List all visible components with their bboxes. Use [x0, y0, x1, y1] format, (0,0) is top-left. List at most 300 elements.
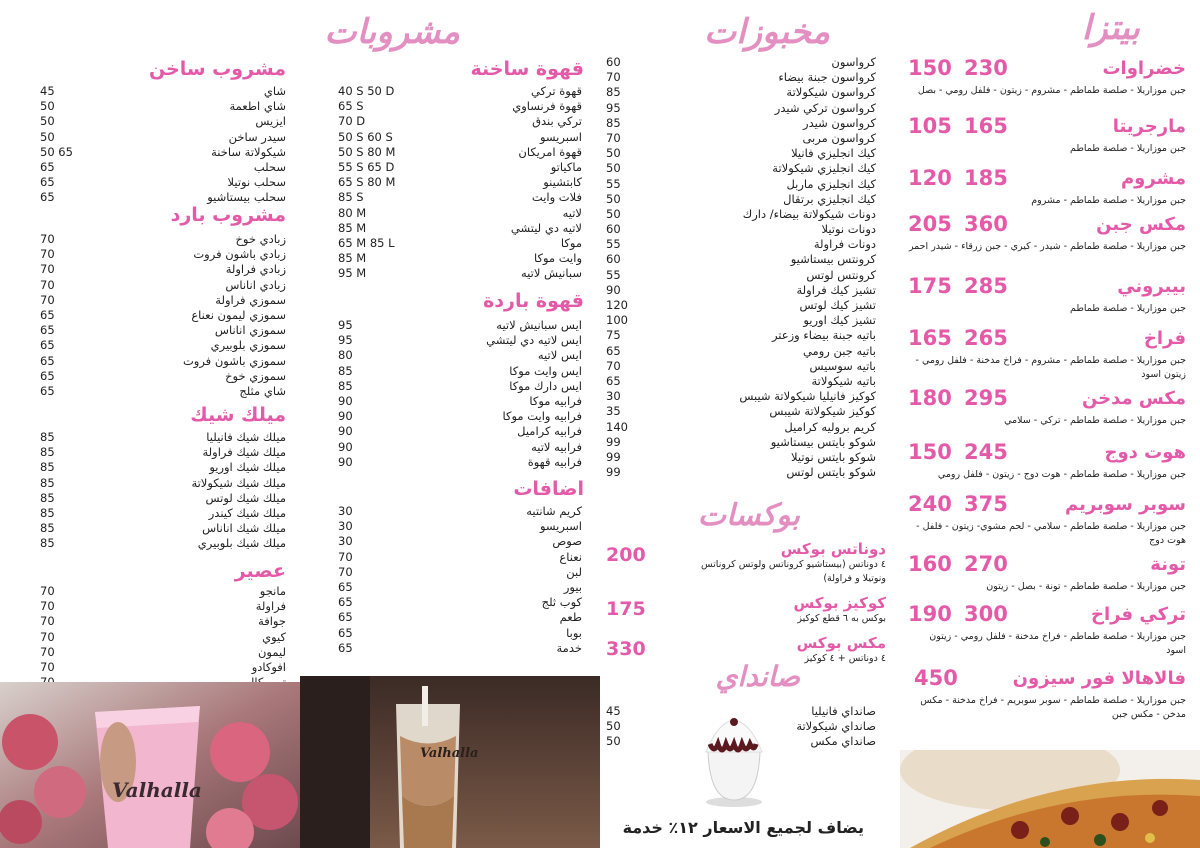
- iced-coffee-title: قهوة باردة: [483, 290, 584, 312]
- item-name: ايس لاتيه: [537, 348, 582, 363]
- extras-title: اضافات: [513, 478, 584, 500]
- item-name: قهوة فرنساوي: [512, 99, 582, 114]
- item-price: 40 S 50 D: [338, 84, 395, 98]
- item-price: 65: [40, 368, 55, 383]
- price-medium: 105: [908, 114, 952, 138]
- list-item: [338, 175, 582, 190]
- item-price: 90: [338, 393, 353, 408]
- item-price: 65 M 85 L: [338, 235, 395, 250]
- list-item: [40, 584, 286, 599]
- item-price: 85: [40, 445, 55, 460]
- list-item: [338, 206, 582, 221]
- item-price: 70: [606, 358, 621, 373]
- pizza-item: [908, 116, 1186, 170]
- item-name: زبادي فراولة: [225, 262, 286, 277]
- pizza-item: [908, 604, 1186, 658]
- iced-coffee-photo: [300, 676, 600, 848]
- box-description: بوكس به ٦ قطع كوكيز: [797, 613, 886, 624]
- item-name: صانداي شيكولاتة: [796, 719, 876, 734]
- item-name: تشيز كيك فراولة: [796, 282, 876, 297]
- price-medium: 240: [908, 492, 952, 516]
- item-name: قهوة امريكان: [518, 144, 582, 159]
- list-item: [338, 550, 582, 565]
- item-price: 70: [40, 262, 55, 277]
- list-item: [40, 521, 286, 536]
- item-price: 50: [606, 206, 621, 221]
- item-price: 70: [40, 614, 55, 629]
- item-name: ميلك شيك شيكولاتة: [191, 475, 286, 490]
- hot-drinks-list: [40, 84, 286, 206]
- item-price: 95: [606, 100, 621, 115]
- pizza-name: فراخ: [1143, 328, 1186, 349]
- service-charge-note: يضاف لجميع الاسعار ١٢٪ خدمة: [622, 818, 864, 837]
- item-name: كريم بروليه كراميل: [784, 419, 876, 434]
- item-name: كوكيز شيكولاتة شيبس: [769, 404, 876, 419]
- item-name: موكا: [560, 235, 582, 250]
- item-price: 65: [338, 625, 353, 640]
- item-name: سيدر ساخن: [228, 129, 286, 144]
- pizza-name: فالاهالا فور سيزون: [1012, 668, 1186, 689]
- list-item: [606, 313, 876, 328]
- item-price: 75: [606, 328, 621, 343]
- item-price: 55 S 65 D: [338, 159, 395, 174]
- list-item: [338, 318, 582, 333]
- list-item: [338, 236, 582, 251]
- item-name: لاتيه دي ليتشي: [510, 220, 582, 235]
- item-price: 70: [338, 564, 353, 579]
- item-price: 50: [606, 191, 621, 206]
- box-name: مكس بوكس: [796, 634, 886, 652]
- pizza-ingredients: جبن موزاريلا - صلصة طماطم - شيدر - كيري - جبن زرقاء - شيدر احمر: [908, 241, 1186, 252]
- price-medium: 165: [908, 326, 952, 350]
- list-item: [40, 630, 286, 645]
- item-name: تركي بندق: [532, 114, 582, 129]
- item-price: 70: [40, 584, 55, 598]
- item-price: 65 S: [338, 99, 364, 114]
- item-name: كرواسون شيدر: [803, 115, 876, 130]
- list-item: [338, 409, 582, 424]
- list-item: [338, 565, 582, 580]
- price-large: 295: [964, 386, 1008, 410]
- item-name: سموزي خوخ: [225, 368, 286, 383]
- price-large: 165: [964, 114, 1008, 138]
- list-item: [40, 614, 286, 629]
- box-price: 175: [606, 598, 646, 620]
- item-price: 45: [606, 704, 621, 718]
- pizza-item: [908, 494, 1186, 548]
- item-name: ايس وايت موكا: [509, 363, 582, 378]
- item-name: فرابيه موكا: [529, 393, 582, 408]
- item-price: 65: [40, 175, 55, 190]
- list-item: [606, 359, 876, 374]
- item-name: فرابيه كراميل: [517, 424, 582, 439]
- item-price: 55: [606, 237, 621, 252]
- list-item: [606, 374, 876, 389]
- cold-drinks-list: [40, 232, 286, 399]
- item-price: 85: [40, 536, 55, 551]
- item-price: 50: [40, 99, 55, 114]
- list-item: [338, 534, 582, 549]
- item-name: شيكولاتة ساخنة: [211, 144, 286, 159]
- list-item: [338, 519, 582, 534]
- list-item: [40, 430, 286, 445]
- item-price: 99: [606, 449, 621, 464]
- item-price: 90: [338, 424, 353, 439]
- price-medium: 450: [914, 666, 958, 690]
- item-price: 85 S: [338, 190, 364, 205]
- item-name: خدمة: [556, 640, 582, 655]
- item-price: 60: [606, 252, 621, 267]
- item-price: 85 M: [338, 251, 367, 266]
- item-name: زبادي خوخ: [235, 232, 286, 246]
- pizza-name: مكس مدخن: [1081, 388, 1186, 409]
- price-large: 300: [964, 602, 1008, 626]
- pizza-ingredients: جبن موزاريلا - صلصة طماطم - مشروم: [1031, 195, 1186, 206]
- item-name: سحلب نوتيلا: [227, 175, 286, 190]
- item-price: 65: [40, 323, 55, 338]
- item-price: 140: [606, 419, 628, 434]
- item-name: وايت موكا: [534, 251, 582, 266]
- list-item: [606, 268, 876, 283]
- item-price: 85 M: [338, 220, 367, 235]
- item-name: ماكياتو: [550, 159, 582, 174]
- list-item: [40, 232, 286, 247]
- price-large: 245: [964, 440, 1008, 464]
- item-price: 50 S 80 M: [338, 144, 396, 159]
- list-item: [40, 175, 286, 190]
- list-item: [606, 420, 876, 435]
- list-item: [338, 84, 582, 99]
- item-price: 55: [606, 267, 621, 282]
- price-medium: 180: [908, 386, 952, 410]
- list-item: [338, 610, 582, 625]
- price-medium: 160: [908, 552, 952, 576]
- list-item: [338, 580, 582, 595]
- item-name: دونات نوتيلا: [821, 222, 876, 237]
- item-name: كوكيز فانيليا شيكولاتة شيبس: [739, 389, 876, 404]
- item-name: افوكادو: [251, 659, 286, 674]
- item-price: 55: [606, 176, 621, 191]
- milkshake-title: ميلك شيك: [190, 404, 286, 426]
- list-item: [40, 460, 286, 475]
- item-price: 70 D: [338, 114, 366, 129]
- list-item: [606, 131, 876, 146]
- item-name: شاي اطعمة: [229, 99, 286, 114]
- list-item: [40, 445, 286, 460]
- item-name: كيك انجليزي شيكولاتة: [772, 161, 876, 176]
- list-item: [40, 369, 286, 384]
- sundae-title: صانداي: [715, 660, 800, 693]
- item-name: صانداي فانيليا: [811, 704, 876, 718]
- item-price: 70: [338, 549, 353, 564]
- bakery-title: مخبوزات: [704, 12, 830, 52]
- item-price: 85: [40, 475, 55, 490]
- pizza-name: مشروم: [1120, 168, 1186, 189]
- pizza-item: [908, 668, 1186, 722]
- pizza-item: [908, 388, 1186, 442]
- cold-drinks-title: مشروب بارد: [170, 204, 286, 226]
- item-price: 80 M: [338, 205, 367, 220]
- item-name: صوص: [552, 534, 582, 549]
- item-price: 65: [40, 190, 55, 205]
- item-name: كيك انجليزي فانيلا: [791, 146, 876, 161]
- item-price: 95: [338, 333, 353, 348]
- item-name: فرابيه قهوة: [527, 454, 582, 469]
- item-name: سحلب بيستاشيو: [207, 190, 286, 205]
- pizza-ingredients: جبن موزاريلا - صلصة طماطم - هوت دوج - زيتون - فلفل رومي: [937, 469, 1186, 480]
- list-item: [606, 192, 876, 207]
- item-name: كرواسون مربى: [802, 130, 876, 145]
- item-name: اسبريسو: [539, 519, 582, 534]
- hot-coffee-list: [338, 84, 582, 281]
- cup-logo-2: Valhalla: [420, 746, 479, 761]
- list-item: [338, 130, 582, 145]
- item-name: سموزي باشون فروت: [182, 353, 286, 368]
- pizza-name: مارجريتا: [1112, 116, 1186, 137]
- pizza-ingredients: جبن موزاريلا - صلصة طماطم - سلامي - لحم مشوي- زيتون - فلفل - هوت دوج: [916, 521, 1186, 546]
- list-item: [40, 660, 286, 675]
- list-item: [338, 348, 582, 363]
- list-item: [40, 278, 286, 293]
- item-price: 65: [338, 640, 353, 655]
- item-price: 85: [40, 430, 55, 444]
- item-price: 50 S 60 S: [338, 129, 393, 144]
- pizza-name: بيبروني: [1117, 276, 1186, 297]
- item-name: تشيز كيك اوريو: [803, 313, 876, 328]
- list-item: [606, 283, 876, 298]
- item-name: ميلك شيك لوتس: [205, 490, 286, 505]
- item-name: بوبا: [566, 625, 582, 640]
- item-name: كريم شانتيه: [526, 504, 582, 518]
- item-name: فلات وايت: [531, 190, 582, 205]
- item-name: شاي مثلج: [239, 383, 286, 398]
- item-price: 120: [606, 298, 628, 312]
- list-item: [338, 190, 582, 205]
- list-item: [40, 262, 286, 277]
- item-name: مانجو: [259, 584, 286, 598]
- item-name: باتيه شيكولاتة: [811, 373, 876, 388]
- price-medium: 205: [908, 212, 952, 236]
- item-name: فراولة: [255, 599, 286, 614]
- item-name: ميلك شيك اناناس: [202, 521, 286, 536]
- item-name: ميلك شيك فراولة: [202, 445, 286, 460]
- item-name: سحلب: [253, 159, 286, 174]
- item-price: 50: [606, 161, 621, 176]
- item-price: 65: [338, 579, 353, 594]
- pizza-name: تونة: [1150, 554, 1186, 575]
- extras-list: [338, 504, 582, 656]
- item-name: طعم: [559, 610, 582, 625]
- box-description: ٤ دوناتس + ٤ كوكيز: [804, 653, 886, 664]
- pizza-item: [908, 554, 1186, 608]
- list-item: [40, 645, 286, 660]
- item-price: 95 M: [338, 266, 367, 281]
- item-price: 60: [606, 222, 621, 237]
- list-item: [40, 384, 286, 399]
- list-item: [606, 298, 876, 313]
- item-name: ليمون: [257, 644, 286, 659]
- item-price: 70: [40, 659, 55, 674]
- item-price: 70: [40, 232, 55, 246]
- list-item: [40, 145, 286, 160]
- list-item: [338, 364, 582, 379]
- cup-logo: Valhalla: [112, 778, 202, 802]
- list-item: [606, 161, 876, 176]
- boxes-title: بوكسات: [697, 498, 800, 533]
- item-name: اسبريسو: [539, 129, 582, 144]
- item-price: 90: [338, 454, 353, 469]
- list-item: [40, 99, 286, 114]
- item-name: شاي: [263, 84, 286, 98]
- item-price: 65: [338, 595, 353, 610]
- pizza-ingredients: جبن موزاريلا - صلصة طماطم - فراخ مدخنة - فلفل رومي - زيتون اسود: [929, 631, 1186, 656]
- milkshake-list: [40, 430, 286, 552]
- list-item: [338, 266, 582, 281]
- list-item: [338, 99, 582, 114]
- hot-coffee-title: قهوة ساخنة: [470, 58, 584, 80]
- item-price: 45: [40, 84, 55, 98]
- item-name: كوب ثلج: [541, 595, 582, 610]
- price-large: 360: [964, 212, 1008, 236]
- item-name: ايس سبانيش لاتيه: [496, 318, 582, 332]
- pizza-name: مكس جبن: [1096, 214, 1186, 235]
- item-price: 30: [338, 519, 353, 534]
- item-price: 65: [40, 159, 55, 174]
- item-price: 70: [606, 130, 621, 145]
- list-item: [338, 333, 582, 348]
- item-name: فرابيه وايت موكا: [502, 409, 582, 424]
- list-item: [606, 146, 876, 161]
- item-name: ميلك شيك كيندر: [208, 505, 286, 520]
- item-price: 50: [40, 114, 55, 129]
- item-name: سموزي فراولة: [215, 292, 286, 307]
- list-item: [338, 455, 582, 470]
- list-item: [606, 207, 876, 222]
- box-name: كوكيز بوكس: [793, 594, 886, 612]
- box-price: 330: [606, 638, 646, 660]
- item-price: 50 65: [40, 144, 73, 159]
- price-large: 270: [964, 552, 1008, 576]
- list-item: [606, 237, 876, 252]
- item-price: 50: [606, 734, 621, 749]
- item-price: 65: [40, 353, 55, 368]
- pizza-ingredients: جبن موزاريلا - صلصة طماطم - تونة - بصل - زيتون: [986, 581, 1186, 592]
- pizza-name: هوت دوج: [1104, 442, 1186, 463]
- item-price: 70: [606, 70, 621, 85]
- list-item: [606, 85, 876, 100]
- list-item: [606, 116, 876, 131]
- item-price: 85: [606, 85, 621, 100]
- list-item: [606, 70, 876, 85]
- item-name: كابتشينو: [543, 175, 582, 190]
- pizza-ingredients: جبن موزاريلا - صلصة طماطم - تركي - سلامي: [1004, 415, 1186, 426]
- item-name: سموزي بلوبيري: [210, 338, 286, 353]
- pizza-ingredients: جبن موزاريلا - صلصة طماطم: [1070, 303, 1186, 314]
- item-price: 90: [338, 409, 353, 424]
- item-price: 85: [606, 115, 621, 130]
- item-name: ميلك شيك بلوبيري: [197, 536, 286, 551]
- box-description: ٤ دوناتس (بيستاشيو كروناتس ولوتس كروناتس ونوتيلا و فراولة): [701, 559, 886, 584]
- list-item: [40, 84, 286, 99]
- list-item: [40, 323, 286, 338]
- item-name: سموزي اناناس: [214, 323, 286, 338]
- item-price: 50: [606, 719, 621, 734]
- list-item: [338, 379, 582, 394]
- item-price: 99: [606, 434, 621, 449]
- pizza-ingredients: جبن موزاريلا - صلصة طماطم - سوبر سوبريم - فراخ مدخنة - مكس مدخن - مكس جبن: [920, 695, 1186, 720]
- pizza-name: خضراوات: [1102, 58, 1186, 79]
- list-item: [40, 308, 286, 323]
- item-price: 70: [40, 599, 55, 614]
- item-name: كيوي: [262, 629, 286, 644]
- item-name: كرواسون جبنة بيضاء: [778, 70, 876, 85]
- list-item: [338, 440, 582, 455]
- item-price: 100: [606, 313, 628, 328]
- price-medium: 175: [908, 274, 952, 298]
- list-item: [40, 293, 286, 308]
- list-item: [338, 626, 582, 641]
- item-name: باتيه سوسيس: [809, 358, 876, 373]
- list-item: [338, 641, 582, 656]
- item-name: كيك انجليزي ماربل: [786, 176, 876, 191]
- iced-coffee-list: [338, 318, 582, 470]
- item-name: باتيه جبنة بيضاء وزعتر: [771, 328, 876, 343]
- price-large: 230: [964, 56, 1008, 80]
- item-name: ايس دارك موكا: [509, 378, 582, 393]
- item-price: 85: [40, 521, 55, 536]
- pizza-photo: [900, 750, 1200, 848]
- item-name: زبادي اناناس: [225, 277, 286, 292]
- price-medium: 120: [908, 166, 952, 190]
- pizza-ingredients: جبن موزاريلا - صلصة طماطم - مشروم - زيتون - فلفل رومي - بصل: [917, 85, 1186, 96]
- item-price: 85: [40, 505, 55, 520]
- item-price: 65 S 80 M: [338, 175, 396, 190]
- item-name: شوكو بايتس نوتيلا: [790, 449, 876, 464]
- list-item: [40, 338, 286, 353]
- item-name: سموزي ليمون نعناع: [191, 307, 286, 322]
- list-item: [606, 177, 876, 192]
- list-item: [40, 130, 286, 145]
- list-item: [606, 55, 876, 70]
- item-price: 90: [606, 282, 621, 297]
- pizza-name: تركي فراخ: [1090, 604, 1186, 625]
- item-name: جوافة: [258, 614, 286, 629]
- sundae-image: [698, 712, 770, 808]
- price-large: 285: [964, 274, 1008, 298]
- list-item: [606, 435, 876, 450]
- list-item: [606, 389, 876, 404]
- list-item: [40, 599, 286, 614]
- pizza-item: [908, 276, 1186, 330]
- list-item: [40, 536, 286, 551]
- list-item: [40, 476, 286, 491]
- pink-cup-photo: [0, 682, 300, 848]
- item-price: 85: [40, 460, 55, 475]
- list-item: [338, 160, 582, 175]
- item-name: كرونتس لوتس: [806, 267, 876, 282]
- item-name: ايس لاتيه دي ليتشي: [486, 333, 582, 348]
- item-price: 85: [338, 378, 353, 393]
- item-name: تشيز كيك لوتس: [799, 298, 876, 312]
- list-item: [606, 344, 876, 359]
- list-item: [606, 404, 876, 419]
- price-medium: 150: [908, 56, 952, 80]
- price-large: 185: [964, 166, 1008, 190]
- item-price: 60: [606, 55, 621, 69]
- list-item: [338, 251, 582, 266]
- list-item: [338, 221, 582, 236]
- drinks-title: مشروبات: [324, 12, 460, 52]
